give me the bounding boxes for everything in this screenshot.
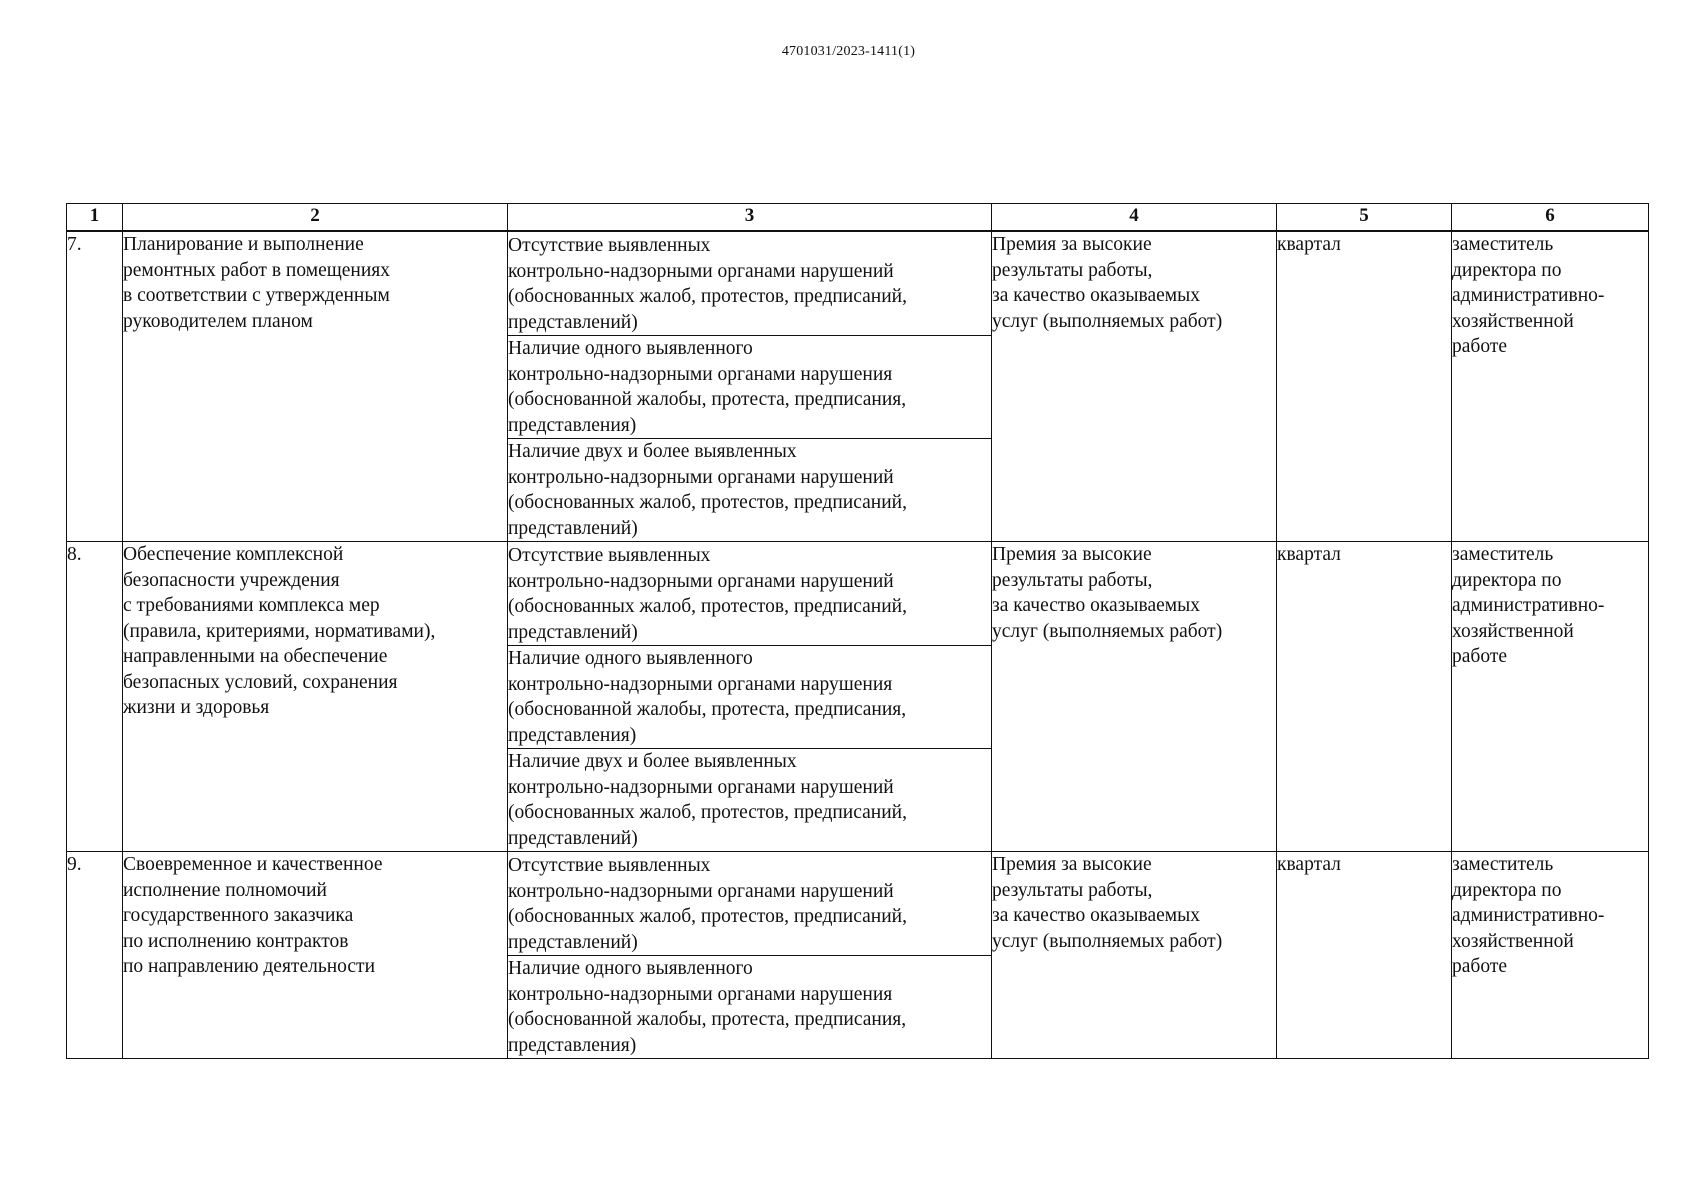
table-body [67,231,1649,1059]
payment-line: Премия за высокие [992,544,1152,565]
criterion-line: по исполнению контрактов [123,930,349,952]
period-cell: квартал [1277,542,1452,852]
condition-line: Наличие одного выявленного [508,958,753,979]
condition-line: Наличие двух и более выявленных [508,441,797,462]
payment-line: результаты работы, [992,569,1153,591]
column-header: 6 [1452,204,1649,232]
condition-line: Наличие двух и более выявленных [508,751,797,772]
payment-cell [992,542,1277,852]
responsible-line: заместитель [1452,854,1554,875]
condition-line: контрольно-надзорными органами нарушения [508,363,893,385]
responsible-cell [1452,542,1649,852]
condition-line: контрольно-надзорными органами нарушения [508,983,893,1005]
condition-line: Отсутствие выявленных [508,855,711,876]
row-number: 7. [67,231,123,542]
responsible-line: заместитель [1452,234,1554,255]
criterion-line: государственного заказчика [123,905,354,926]
payment-line: услуг (выполняемых работ) [992,620,1223,642]
criterion-line: исполнение полномочий [123,879,327,901]
responsible-line: работе [1452,956,1507,977]
criteria-table [66,203,1649,1059]
condition-line: представления) [508,724,637,746]
criterion-line: ремонтных работ в помещениях [123,259,390,281]
criterion-line: с требованиями комплекса мер [123,595,380,616]
table-row [67,231,1649,336]
criterion-line: жизни и здоровья [123,697,270,718]
condition-cell [508,749,992,852]
payment-line: за качество оказываемых [992,905,1200,926]
row-number: 9. [67,852,123,1059]
condition-line: представлений) [508,827,638,849]
condition-line: Наличие одного выявленного [508,648,753,669]
payment-line: Премия за высокие [992,234,1152,255]
payment-line: Премия за высокие [992,854,1152,875]
condition-line: представлений) [508,517,638,539]
condition-line: контрольно-надзорными органами нарушений [508,570,894,592]
responsible-line: директора по [1452,569,1562,591]
criterion-cell [123,852,508,1059]
responsible-line: хозяйственной [1452,620,1574,642]
responsible-line: административно- [1452,595,1605,616]
condition-line: контрольно-надзорными органами нарушений [508,260,894,282]
condition-line: Наличие одного выявленного [508,338,753,359]
column-header: 3 [508,204,992,232]
condition-cell [508,542,992,646]
criterion-line: руководителем планом [123,310,313,332]
period-cell: квартал [1277,852,1452,1059]
condition-cell [508,646,992,749]
condition-line: представлений) [508,621,638,643]
condition-line: представления) [508,414,637,436]
criterion-line: в соответствии с утвержденным [123,285,390,306]
condition-cell [508,231,992,336]
criterion-line: (правила, критериями, нормативами), [123,620,436,642]
condition-line: (обоснованных жалоб, протестов, предписаний, [508,802,907,823]
criterion-line: Обеспечение комплексной [123,544,344,565]
payment-line: результаты работы, [992,259,1153,281]
condition-line: контрольно-надзорными органами нарушений [508,880,894,902]
condition-line: представлений) [508,931,638,953]
criterion-line: направленными на обеспечение [123,646,388,667]
criterion-cell [123,231,508,542]
condition-line: (обоснованной жалобы, протеста, предписания, [508,699,907,720]
responsible-line: хозяйственной [1452,930,1574,952]
condition-cell [508,336,992,439]
responsible-line: директора по [1452,879,1562,901]
condition-line: контрольно-надзорными органами нарушений [508,466,894,488]
responsible-line: заместитель [1452,544,1554,565]
responsible-cell [1452,231,1649,542]
column-header: 1 [67,204,123,232]
criterion-line: безопасности учреждения [123,569,340,591]
condition-cell [508,439,992,542]
responsible-line: работе [1452,336,1507,357]
responsible-line: административно- [1452,285,1605,306]
period-cell: квартал [1277,231,1452,542]
payment-line: результаты работы, [992,879,1153,901]
table-row [67,542,1649,646]
payment-line: услуг (выполняемых работ) [992,930,1223,952]
responsible-line: хозяйственной [1452,310,1574,332]
row-number: 8. [67,542,123,852]
criterion-line: безопасных условий, сохранения [123,671,398,693]
condition-line: представлений) [508,311,638,333]
condition-line: (обоснованной жалобы, протеста, предписания, [508,389,907,410]
payment-line: за качество оказываемых [992,285,1200,306]
condition-line: (обоснованных жалоб, протестов, предписаний, [508,596,907,617]
condition-cell [508,852,992,956]
header-row [67,204,1649,232]
payment-line: за качество оказываемых [992,595,1200,616]
payment-line: услуг (выполняемых работ) [992,310,1223,332]
condition-line: Отсутствие выявленных [508,235,711,256]
criterion-line: по направлению деятельности [123,956,376,977]
column-header: 2 [123,204,508,232]
responsible-cell [1452,852,1649,1059]
condition-line: (обоснованных жалоб, протестов, предписаний, [508,286,907,307]
document-id-number: 4701031/2023-1411(1) [781,44,916,59]
column-header: 4 [992,204,1277,232]
condition-line: контрольно-надзорными органами нарушения [508,673,893,695]
table-row [67,852,1649,956]
criterion-cell [123,542,508,852]
column-header: 5 [1277,204,1452,232]
condition-line: (обоснованных жалоб, протестов, предписаний, [508,906,907,927]
condition-line: (обоснованной жалобы, протеста, предписания, [508,1009,907,1030]
payment-cell [992,852,1277,1059]
responsible-line: директора по [1452,259,1562,281]
condition-cell [508,956,992,1059]
condition-line: (обоснованных жалоб, протестов, предписаний, [508,492,907,513]
table-header [67,204,1649,232]
condition-line: представления) [508,1034,637,1056]
criterion-line: Своевременное и качественное [123,854,383,875]
responsible-line: работе [1452,646,1507,667]
responsible-line: административно- [1452,905,1605,926]
criterion-line: Планирование и выполнение [123,234,364,255]
condition-line: Отсутствие выявленных [508,545,711,566]
payment-cell [992,231,1277,542]
condition-line: контрольно-надзорными органами нарушений [508,776,894,798]
